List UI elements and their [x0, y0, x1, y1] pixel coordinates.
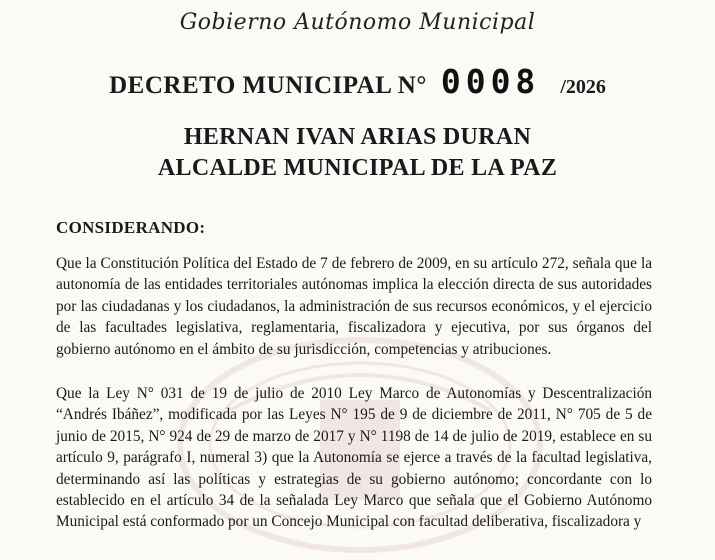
signer-block — [0, 122, 715, 184]
institution-header: Gobierno Autónomo Municipal — [179, 10, 536, 35]
decree-year: /2026 — [560, 76, 606, 98]
decree-number: 0008 — [440, 62, 541, 101]
signer-position: ALCALDE MUNICIPAL DE LA PAZ — [157, 155, 558, 181]
decree-title: DECRETO MUNICIPAL N° — [109, 72, 427, 99]
decree-title-line — [0, 62, 715, 101]
signer-name: HERNAN IVAN ARIAS DURAN — [183, 124, 532, 150]
paragraph: Que la Constitución Política del Estado de 7 de febrero de 2009, en su artículo 272, señala que la autonomía de las entidades territoriales autónomas implica la elección directa de sus autoridades por las ciudadanas y los ciudadanos, la administración de sus recursos económicos, y el ejercicio de las facultades legislativa, reglamentaria, fiscalizadora y ejecutiva, por sus órganos del gobierno autónomo en el ámbito de su jurisdicción, competencias y atribuciones. — [56, 255, 652, 358]
section-heading: CONSIDERANDO: — [56, 218, 206, 237]
paragraph: Que la Ley N° 031 de 19 de julio de 2010 Ley Marco de Autonomías y Descentralización “Andrés Ibáñez”, modificada por las Leyes N° 195 de 9 de diciembre de 2011, N° 705 de 5 de junio de 2015, N° 924 de 29 de marzo de 2017 y N° 1198 de 14 de julio de 2019, establece en su artículo 9, parágrafo I, numeral 3) que la Autonomía se ejerce a través de la facultad legislativa, determinando así las políticas y estrategias de su gobierno autónomo; concordante con lo establecido en el artículo 34 de la señalada Ley Marco que señala que el Gobierno Autónomo Municipal está conformado por un Concejo Municipal con facultad deliberativa, fiscalizadora y — [56, 385, 652, 531]
